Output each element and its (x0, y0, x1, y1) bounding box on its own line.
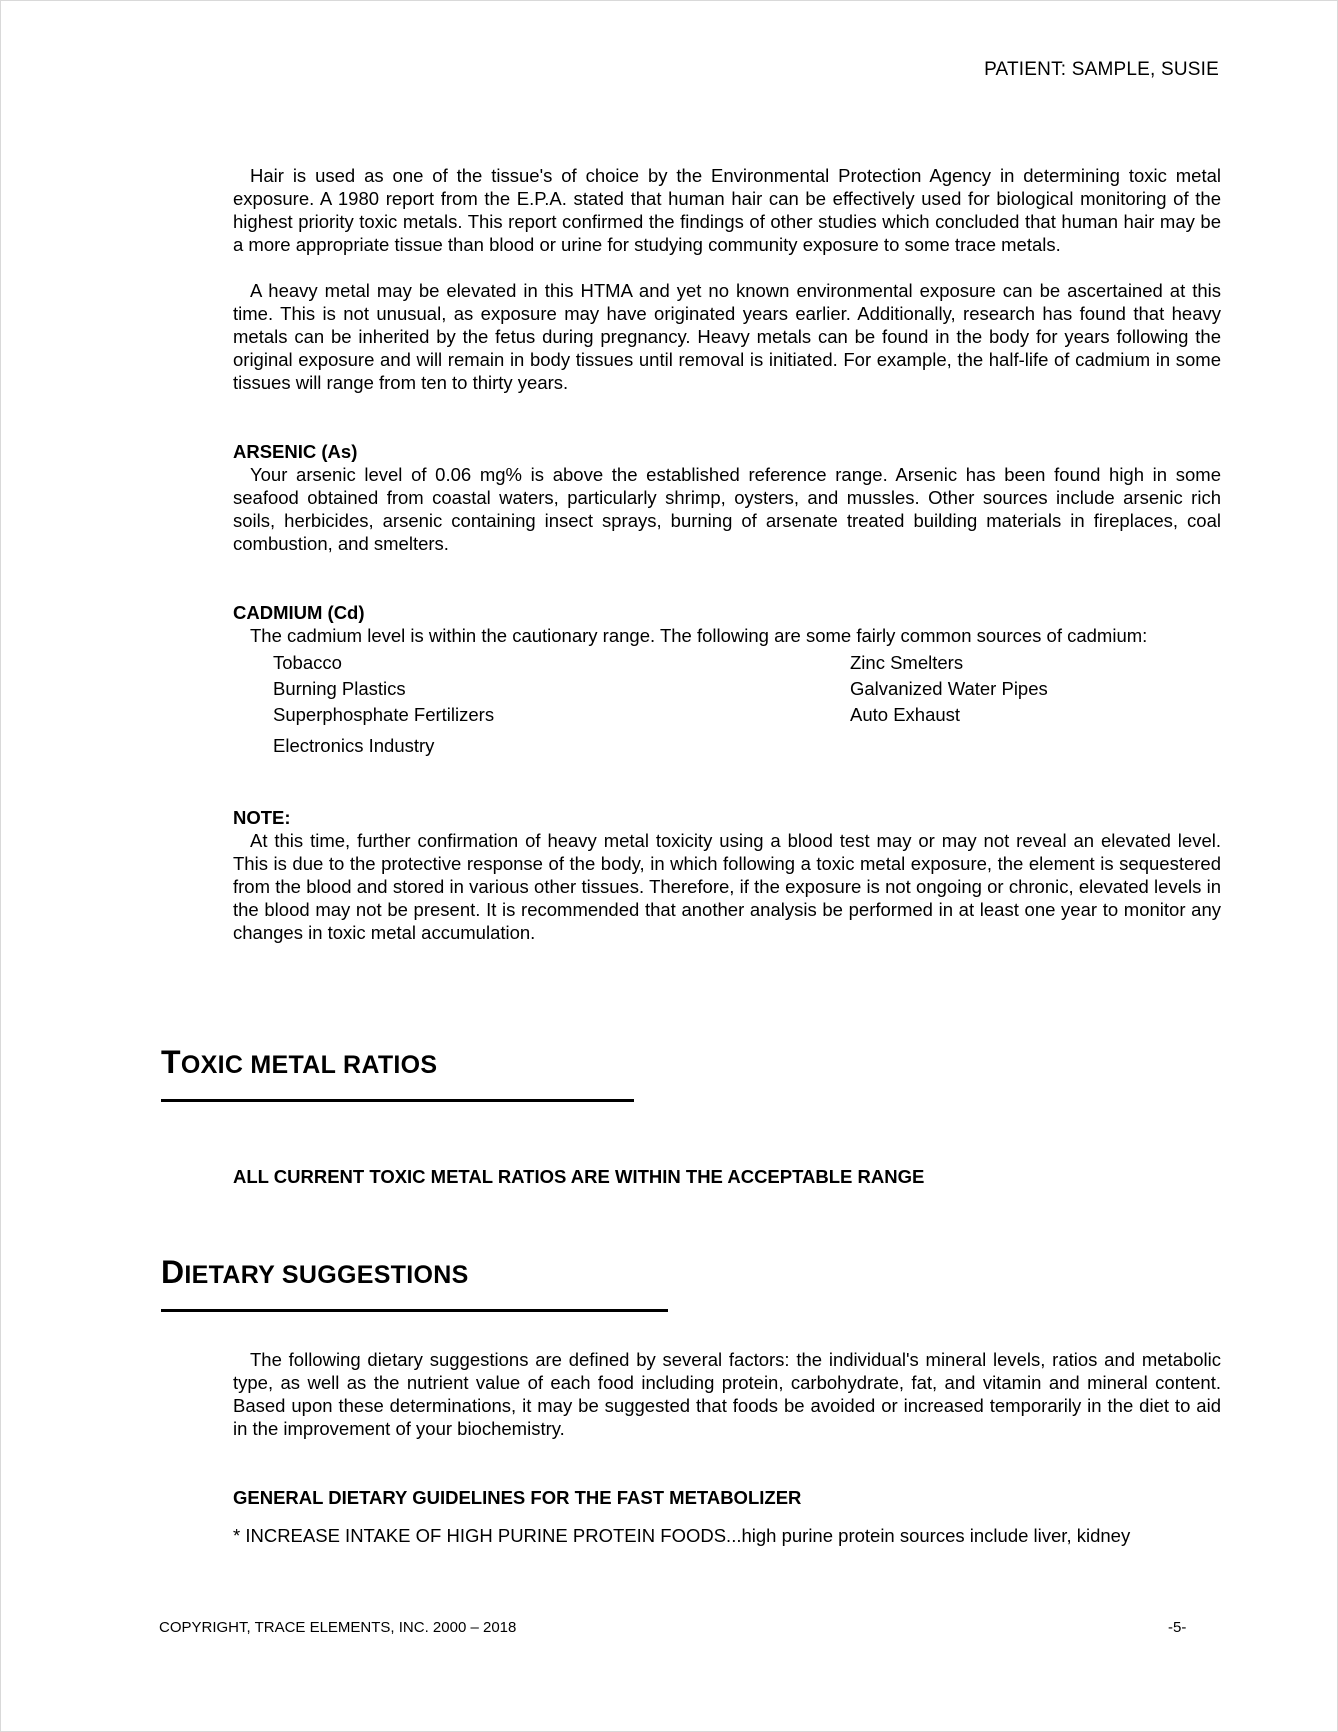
intro-paragraph-1: Hair is used as one of the tissue's of choice by the Environmental Protection Agency in determining toxic metal exposure. A 1980 report from the E.P.A. stated that human hair can be effectively used for biological monitoring of the highest priority toxic metals. This report confirmed the findings of other studies which concluded that human hair may be a more appropriate tissue than blood or urine for studying community exposure to some trace metals. (233, 165, 1221, 255)
toxic-ratios-statement: ALL CURRENT TOXIC METAL RATIOS ARE WITHIN THE ACCEPTABLE RANGE (233, 1166, 925, 1187)
main-content (233, 164, 1221, 944)
heading-divider (161, 1099, 634, 1102)
dietary-heading-block (161, 1256, 668, 1312)
list-item: Auto Exhaust (850, 704, 961, 725)
list-item: Zinc Smelters (850, 652, 964, 673)
arsenic-title: ARSENIC (As) (233, 441, 358, 462)
toxic-ratios-heading: TOXIC METAL RATIOS (161, 1044, 438, 1080)
patient-header: PATIENT: SAMPLE, SUSIE (984, 59, 1219, 80)
dietary-content (233, 1348, 1221, 1547)
list-item: Tobacco (273, 652, 342, 673)
arsenic-text: Your arsenic level of 0.06 mg% is above the established reference range. Arsenic has been found high in some seafood obtained from coastal waters, particularly shrimp, oysters, and mussles. Other sources include arsenic rich soils, herbicides, arsenic containing insect sprays, burning of arsenate treated building materials in fireplaces, coal combustion, and smelters. (233, 464, 1221, 554)
note-section (233, 806, 1221, 944)
dietary-heading: DIETARY SUGGESTIONS (161, 1254, 469, 1290)
intro-paragraph-2: A heavy metal may be elevated in this HTMA and yet no known environmental exposure can be ascertained at this time. This is not unusual, as exposure may have originated years earlier. Additionally, research has found that heavy metals can be inherited by the fetus during pregnancy. Heavy metals can be found in the body for years following the original exposure and will remain in body tissues until removal is initiated. For example, the half-life of cadmium in some tissues will range from ten to thirty years. (233, 280, 1221, 393)
guideline-item: * INCREASE INTAKE OF HIGH PURINE PROTEIN FOODS...high purine protein sources include liver, kidney (233, 1525, 1131, 1546)
guidelines-title: GENERAL DIETARY GUIDELINES FOR THE FAST METABOLIZER (233, 1487, 802, 1508)
list-item: Burning Plastics (273, 678, 406, 699)
heading-divider (161, 1309, 668, 1312)
note-text: At this time, further confirmation of heavy metal toxicity using a blood test may or may not reveal an elevated level. This is due to the protective response of the body, in which following a toxic metal exposure, the element is sequestered from the blood and stored in various other tissues. Therefore, if the exposure is not ongoing or chronic, elevated levels in the blood may not be present. It is recommended that another analysis be performed in at least one year to monitor any changes in toxic metal accumulation. (233, 830, 1221, 943)
cadmium-text: The cadmium level is within the cautionary range. The following are some fairly common sources of cadmium: (250, 625, 1148, 646)
list-item: Superphosphate Fertilizers (273, 704, 495, 725)
dietary-text: The following dietary suggestions are defined by several factors: the individual's mineral levels, ratios and metabolic type, as well as the nutrient value of each food including protein, carbohydrate, fat, and vitamin and mineral content. Based upon these determinations, it may be suggested that foods be avoided or increased temporarily in the diet to aid in the improvement of your biochemistry. (233, 1349, 1221, 1439)
toxic-ratios-heading-block (161, 1046, 634, 1102)
copyright-text: COPYRIGHT, TRACE ELEMENTS, INC. 2000 – 2018 (159, 1619, 517, 1636)
arsenic-section (233, 440, 1221, 555)
cadmium-sources-list (273, 651, 1221, 757)
list-item: Galvanized Water Pipes (850, 678, 1048, 699)
cadmium-section (233, 601, 1221, 757)
cadmium-title: CADMIUM (Cd) (233, 602, 365, 623)
note-title: NOTE: (233, 807, 291, 828)
list-item: Electronics Industry (273, 735, 435, 756)
page-number: -5- (1168, 1619, 1187, 1636)
